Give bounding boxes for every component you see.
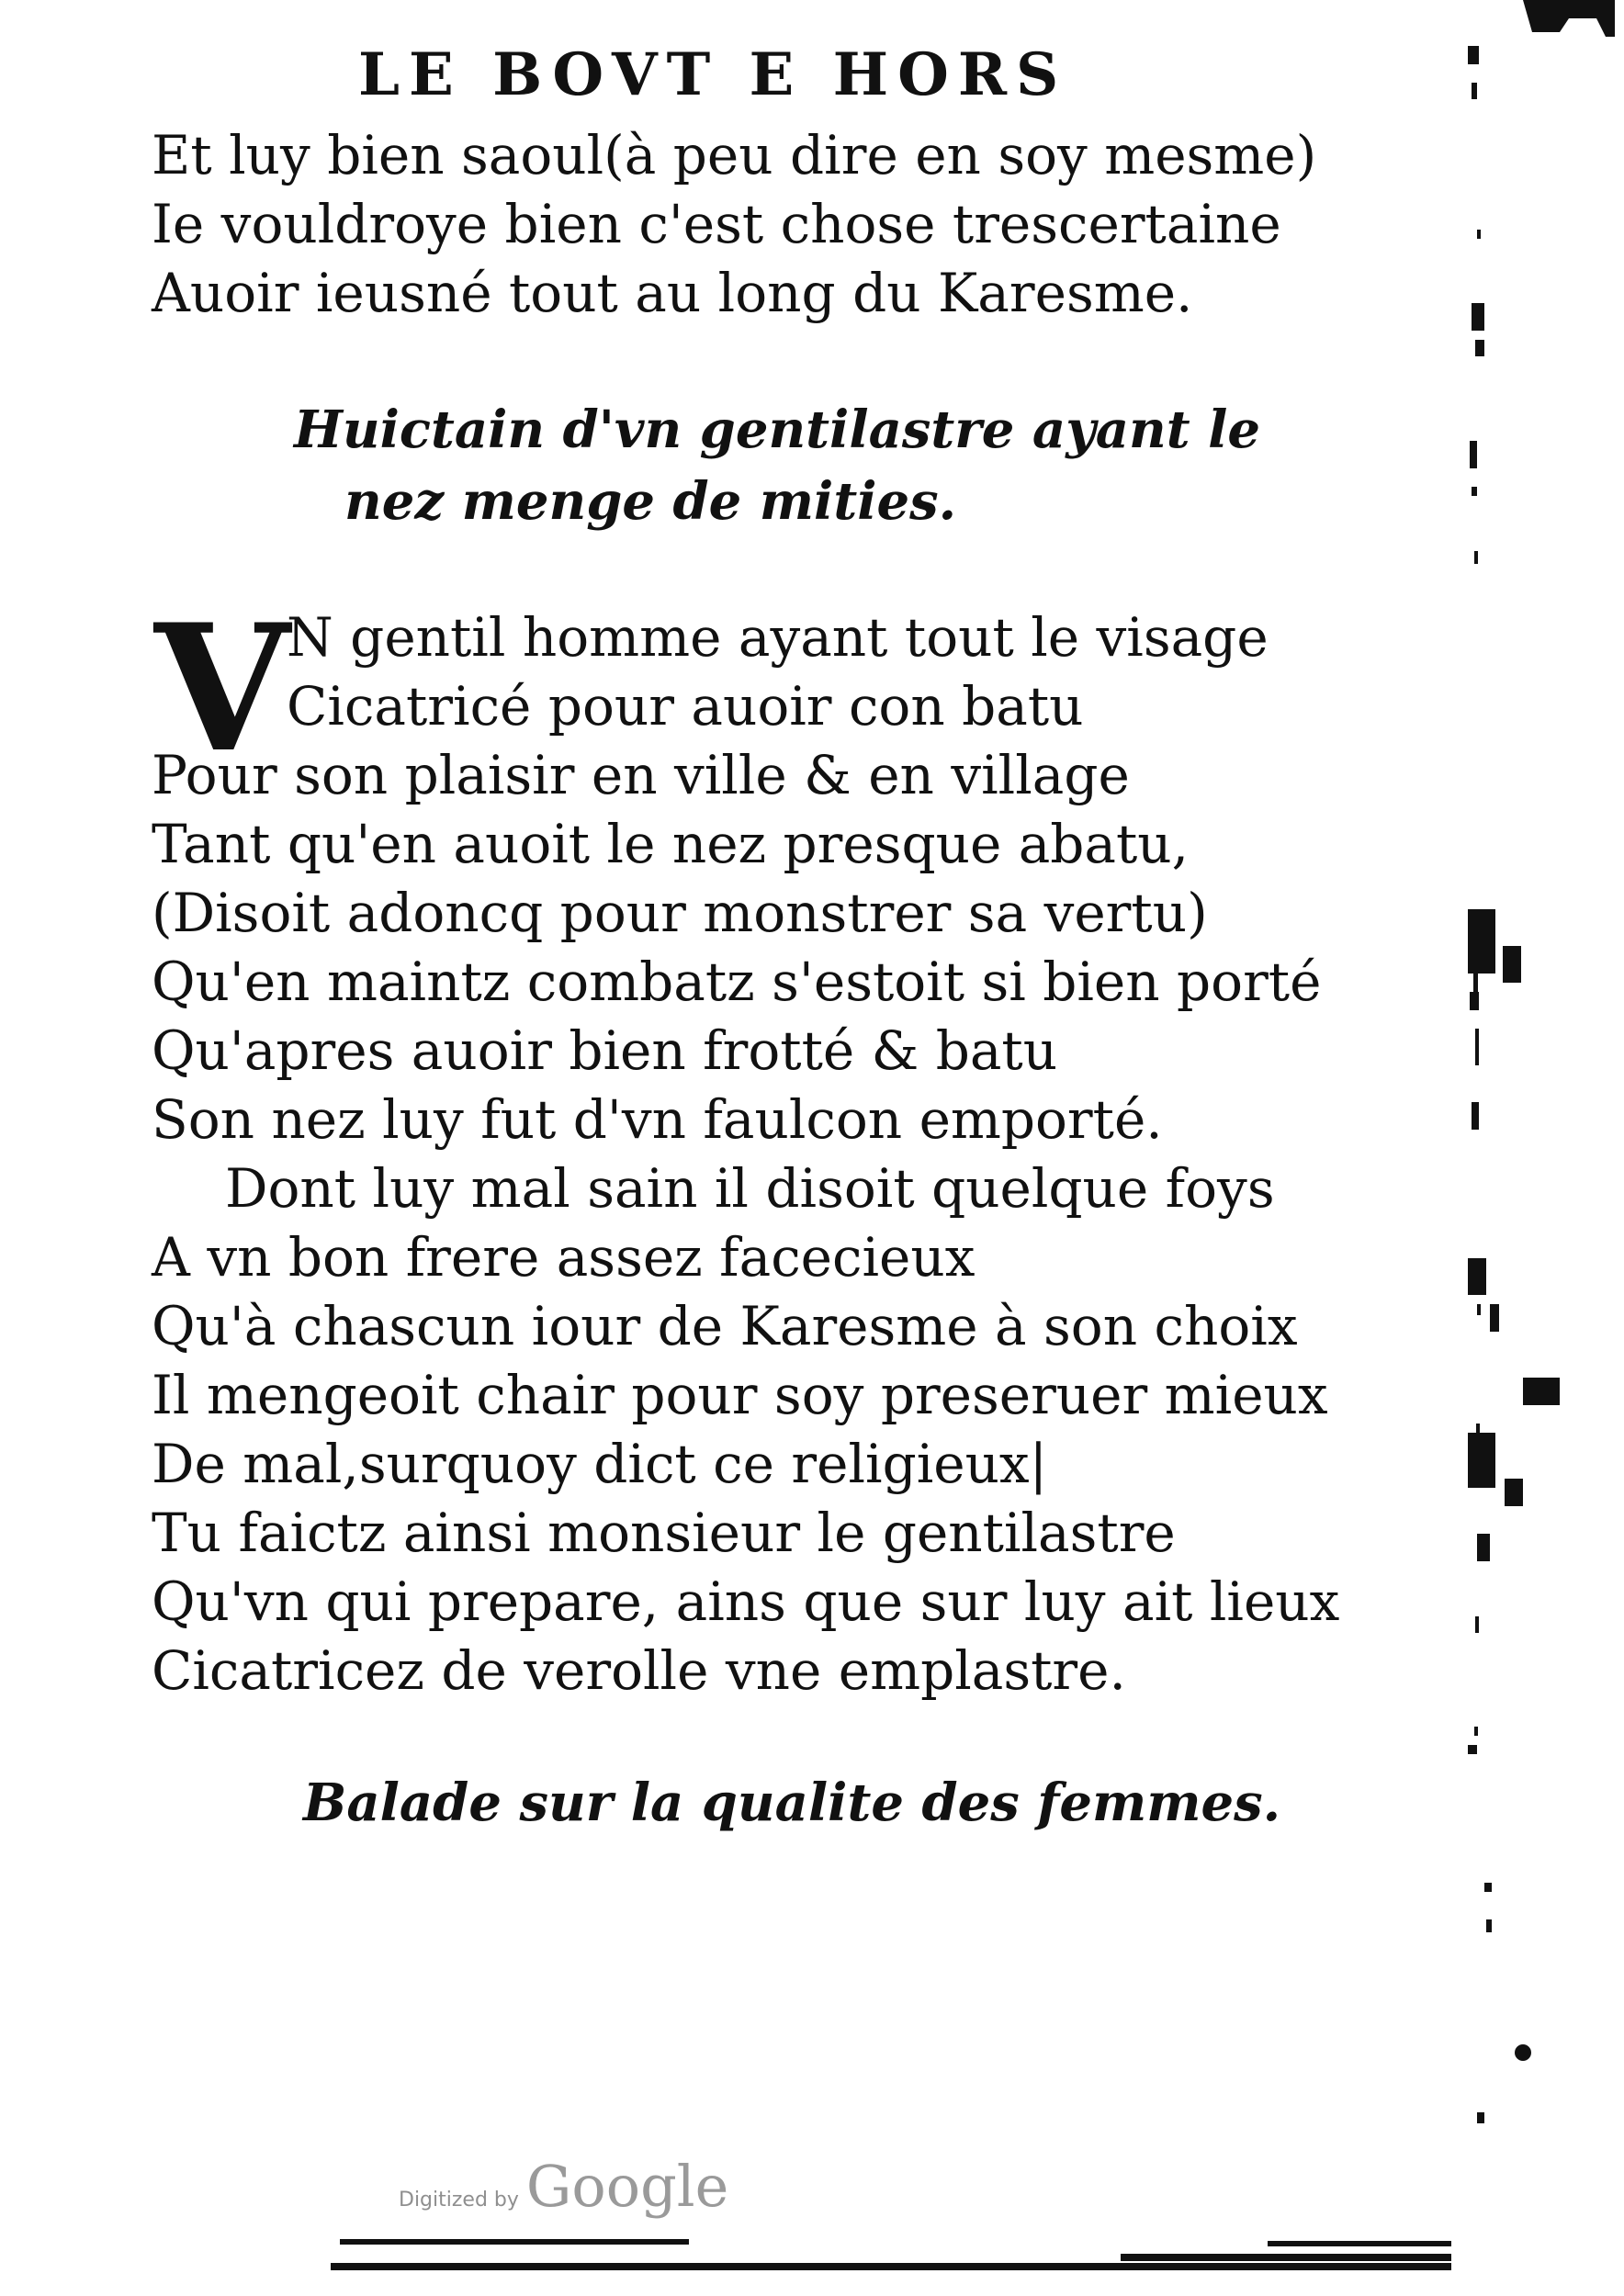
verse-line: Son nez luy fut d'vn faulcon emporté. [152,1088,1163,1151]
verse-line: Et luy bien saoul(à peu dire en soy mesme) [152,124,1317,186]
verse-line: De mal,surquoy dict ce religieux| [152,1433,1048,1495]
verse-line: Tant qu'en auoit le nez presque abatu, [152,813,1190,875]
verse-line: (Disoit adoncq pour monstrer sa vertu) [152,882,1208,944]
running-head: LE BOVT E HORS [358,40,1068,109]
verse-line: Qu'apres auoir bien frotté & batu [152,1019,1058,1082]
verse-line: Tu faictz ainsi monsieur le gentilastre [152,1502,1176,1564]
verse-line: Cicatricé pour auoir con batu [287,675,1084,737]
verse-line: Il mengeoit chair pour soy preseruer mieux [152,1364,1328,1426]
verse-line: Pour son plaisir en ville & en village [152,744,1130,806]
digitized-watermark [399,2153,728,2220]
section-heading-line1: Huictain d'vn gentilastre ayant le [294,400,1260,460]
verse-line: N gentil homme ayant tout le visage [287,606,1269,669]
verse-line: Dont luy mal sain il disoit quelque foys [225,1157,1275,1220]
drop-cap: V [154,586,290,791]
verse-line: Qu'à chascun iour de Karesme à son choix [152,1295,1298,1357]
verse-line: Qu'vn qui prepare, ains que sur luy ait lieux [152,1570,1340,1633]
bottom-rule [331,2232,1488,2287]
section-heading-line2: nez menge de mities. [344,471,957,532]
section-heading: Balade sur la qualite des femmes. [303,1773,1281,1833]
verse-line: Qu'en maintz combatz s'estoit si bien porté [152,951,1322,1013]
verse-line: A vn bon frere assez facecieux [152,1226,976,1289]
watermark-prefix: Digitized by [399,2189,519,2212]
verse-line: Cicatricez de verolle vne emplastre. [152,1639,1126,1702]
verse-line: Auoir ieusné tout au long du Karesme. [152,262,1193,324]
page-gutter-artifacts [1468,0,1624,2296]
google-logo: Google [525,2153,729,2220]
verse-line: Ie vouldroye bien c'est chose trescertaine [152,193,1281,255]
